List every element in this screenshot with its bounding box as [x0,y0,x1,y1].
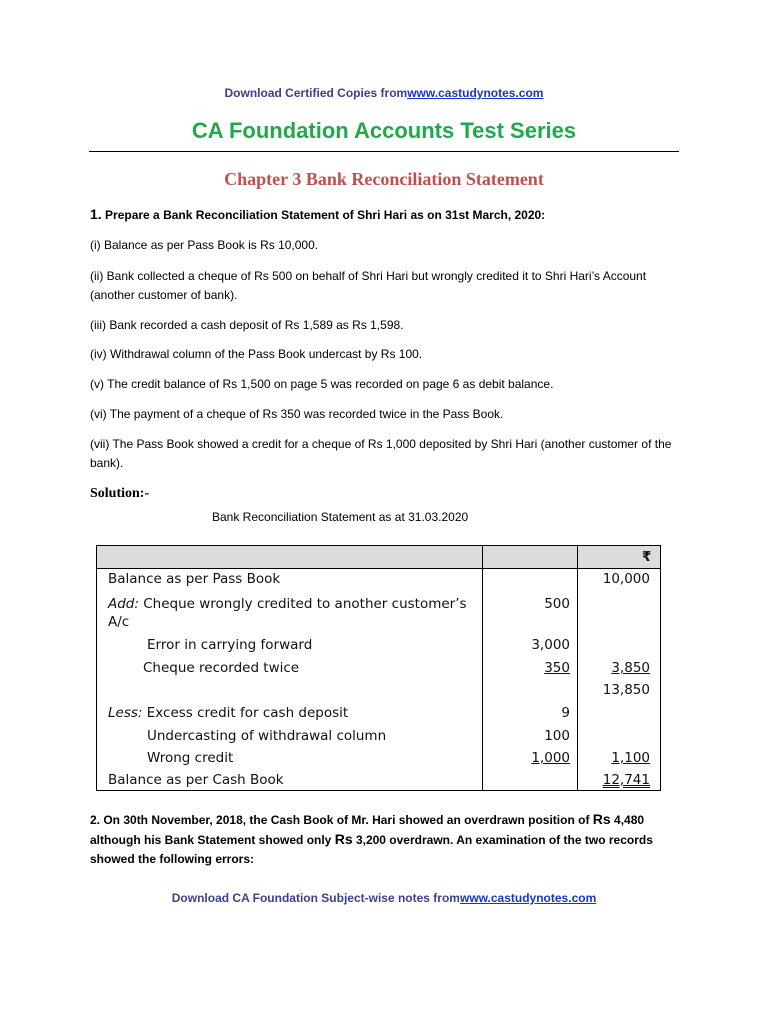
header-link[interactable]: www.castudynotes.com [407,86,544,100]
statement-title: Bank Reconciliation Statement as at 31.03.2020 [212,510,469,524]
question-1-text: Prepare a Bank Reconciliation Statement of Shri Hari as on 31st March, 2020: [105,208,546,222]
question-2 [90,810,670,869]
question-item: (vii) The Pass Book showed a credit for a cheque of Rs 1,000 deposited by Shri Hari (another customer of the bank). [90,437,672,470]
download-header [0,86,768,100]
question-1-heading [90,206,690,222]
page-title: CA Foundation Accounts Test Series [191,118,577,143]
question-item: (ii) Bank collected a cheque of Rs 500 on behalf of Shri Hari but wrongly credited it to Shri Hari’s Account (another customer of bank). [90,269,647,302]
question-item: (v) The credit balance of Rs 1,500 on page 5 was recorded on page 6 as debit balance. [90,377,554,391]
table-header-row [97,546,660,569]
row-label: Cheque recorded twice [143,660,300,676]
row-amount-final: 12,741 [602,772,650,788]
row-amount: 350 [544,660,570,676]
footer-link[interactable]: www.castudynotes.com [459,891,597,905]
question-item: (i) Balance as per Pass Book is Rs 10,000. [90,238,319,252]
download-footer [0,891,768,905]
question-2-text: 2. On 30th November, 2018, the Cash Book of Mr. Hari showed an overdrawn position of [90,813,593,827]
row-amount: 500 [544,596,570,612]
question-1-number: 1. [90,206,102,222]
row-amount-total: 10,000 [602,571,650,587]
row-label [108,705,348,721]
currency-label: Rs [592,811,611,827]
row-label: Error in carrying forward [147,637,313,653]
question-2-text: 4,480 although his Bank Statement showed only [90,813,645,847]
reconciliation-table [96,545,661,791]
question-2-text: 3,200 overdrawn. An examination of the two records showed the following errors: [90,833,653,866]
currency-label: Rs [334,831,353,847]
row-label-text: Cheque wrongly credited to another customer’s [143,596,467,612]
column-divider [482,546,483,790]
footer-text: Download CA Foundation Subject-wise notes from [171,891,460,905]
question-item: (iv) Withdrawal column of the Pass Book undercast by Rs 100. [90,347,423,361]
rupee-symbol: ₹ [642,549,652,565]
chapter-title: Chapter 3 Bank Reconciliation Statement [224,169,544,189]
row-amount: 100 [544,728,570,744]
row-label: Undercasting of withdrawal column [147,728,387,744]
row-label: Balance as per Pass Book [108,571,281,587]
row-label: Wrong credit [147,750,234,766]
column-divider [577,546,578,790]
solution-label: Solution:- [90,486,150,501]
row-prefix: Less: [108,705,143,721]
row-label-continued: A/c [108,614,130,630]
question-item: (vi) The payment of a cheque of Rs 350 was recorded twice in the Pass Book. [90,407,504,421]
question-item: (iii) Bank recorded a cash deposit of Rs 1,589 as Rs 1,598. [90,318,404,332]
row-label [108,596,467,612]
row-amount: 1,000 [531,750,570,766]
header-text: Download Certified Copies from [224,86,408,100]
row-amount: 9 [561,705,570,721]
row-amount-subtotal: 13,850 [602,682,650,698]
row-amount: 3,000 [531,637,570,653]
row-amount-total: 3,850 [611,660,650,676]
title-divider [89,151,679,152]
row-prefix: Add: [108,596,139,612]
row-label-text: Excess credit for cash deposit [146,705,349,721]
row-amount-total: 1,100 [611,750,650,766]
row-label: Balance as per Cash Book [108,772,284,788]
